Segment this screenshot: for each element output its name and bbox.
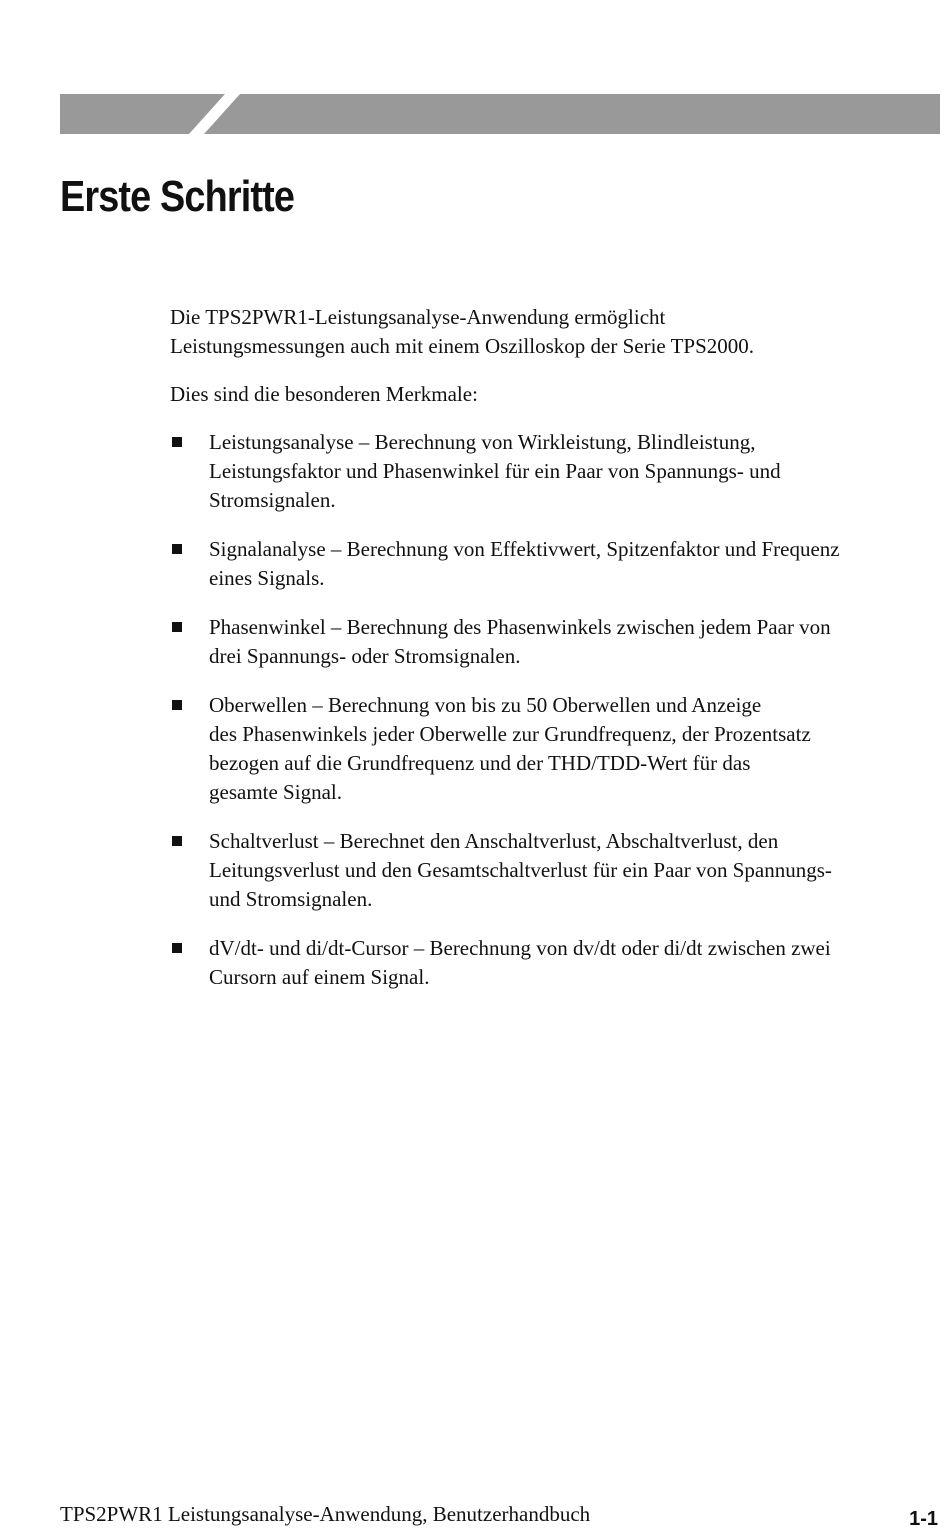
features-lead: Dies sind die besonderen Merkmale:	[170, 382, 478, 406]
main-content	[170, 303, 940, 1012]
square-bullet-icon	[172, 700, 182, 710]
feature-line: dV/dt- und di/dt-Cursor – Berechnung von dv/dt oder di/dt zwischen zwei	[209, 936, 831, 960]
feature-line: bezogen auf die Grundfrequenz und der THD/TDD-Wert für das	[209, 751, 751, 775]
feature-line: gesamte Signal.	[209, 780, 342, 804]
feature-item-leistungsanalyse	[170, 428, 940, 515]
feature-line: Phasenwinkel – Berechnung des Phasenwinkels zwischen jedem Paar von	[209, 615, 831, 639]
intro-line: Die TPS2PWR1-Leistungsanalyse-Anwendung ermöglicht	[170, 305, 666, 329]
square-bullet-icon	[172, 836, 182, 846]
footer-manual-title: TPS2PWR1 Leistungsanalyse-Anwendung, Benutzerhandbuch	[60, 1502, 591, 1526]
feature-line: Leitungsverlust und den Gesamtschaltverlust für ein Paar von Spannungs-	[209, 858, 832, 882]
feature-item-dvdt-cursor	[170, 934, 940, 992]
feature-list	[170, 428, 940, 992]
feature-line: Schaltverlust – Berechnet den Anschaltverlust, Abschaltverlust, den	[209, 829, 779, 853]
chapter-header-graphic	[60, 94, 940, 134]
feature-item-schaltverlust	[170, 827, 940, 914]
intro-paragraph	[170, 303, 940, 361]
square-bullet-icon	[172, 943, 182, 953]
page-number: 1-1	[909, 1508, 938, 1530]
chapter-header-bar	[60, 94, 940, 134]
square-bullet-icon	[172, 544, 182, 554]
feature-line: Leistungsanalyse – Berechnung von Wirkleistung, Blindleistung,	[209, 430, 756, 454]
chapter-title: Erste Schritte	[60, 172, 295, 221]
feature-line: Leistungsfaktor und Phasenwinkel für ein Paar von Spannungs- und	[209, 459, 781, 483]
feature-line: eines Signals.	[209, 566, 325, 590]
feature-line: Oberwellen – Berechnung von bis zu 50 Oberwellen und Anzeige	[209, 693, 762, 717]
header-bar-left-segment	[60, 94, 225, 134]
feature-item-phasenwinkel	[170, 613, 940, 671]
feature-line: drei Spannungs- oder Stromsignalen.	[209, 644, 521, 668]
feature-line: des Phasenwinkels jeder Oberwelle zur Grundfrequenz, der Prozentsatz	[209, 722, 811, 746]
feature-line: und Stromsignalen.	[209, 887, 373, 911]
feature-line: Stromsignalen.	[209, 488, 336, 512]
square-bullet-icon	[172, 437, 182, 447]
intro-line: Leistungsmessungen auch mit einem Oszilloskop der Serie TPS2000.	[170, 334, 755, 358]
square-bullet-icon	[172, 622, 182, 632]
header-bar-right-segment	[204, 94, 940, 134]
feature-line: Cursorn auf einem Signal.	[209, 965, 430, 989]
feature-item-signalanalyse	[170, 535, 940, 593]
feature-line: Signalanalyse – Berechnung von Effektivwert, Spitzenfaktor und Frequenz	[209, 537, 840, 561]
feature-item-oberwellen	[170, 691, 940, 807]
